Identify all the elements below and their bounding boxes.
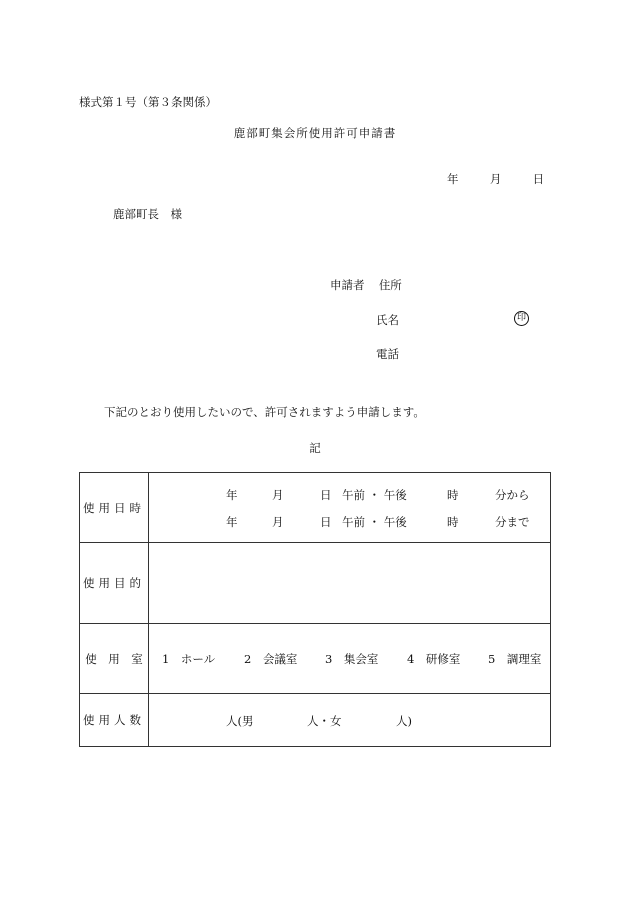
date-year-label: 年 — [447, 172, 459, 186]
applicant-address-row — [330, 277, 402, 293]
to-day: 日 — [320, 515, 332, 529]
purpose-field[interactable] — [149, 543, 551, 624]
purpose-row — [80, 543, 551, 624]
date-month-label: 月 — [489, 172, 502, 186]
people-female-unit: 人) — [396, 714, 412, 728]
people-field[interactable] — [149, 694, 551, 747]
ki-heading: 記 — [309, 441, 321, 455]
from-year: 年 — [226, 488, 238, 502]
room-row — [80, 624, 551, 694]
room-option-hall[interactable]: 1 ホール — [162, 652, 216, 666]
application-date — [447, 171, 544, 187]
to-ampm: 午前 ・ 午後 — [342, 515, 407, 529]
addressee: 鹿部町長 様 — [113, 207, 182, 221]
name-label: 氏名 — [376, 313, 399, 327]
datetime-row — [80, 473, 551, 543]
room-option-kitchen[interactable]: 5 調理室 — [488, 652, 542, 666]
request-statement: 下記のとおり使用したいので、許可されますよう申請します。 — [104, 405, 425, 419]
people-row — [80, 694, 551, 747]
purpose-label: 使用目的 — [80, 543, 149, 624]
phone-label: 電話 — [376, 347, 399, 361]
datetime-label: 使用日時 — [80, 473, 149, 543]
people-label: 使用人数 — [80, 694, 149, 747]
room-options — [149, 624, 551, 694]
from-day: 日 — [320, 488, 332, 502]
people-male-unit: 人・女 — [307, 714, 342, 728]
application-table — [79, 472, 551, 747]
to-minute: 分まで — [495, 515, 530, 529]
seal-mark: 印 — [514, 311, 529, 326]
room-label: 使 用 室 — [80, 624, 149, 694]
to-year: 年 — [226, 515, 238, 529]
room-option-assembly[interactable]: 3 集会室 — [325, 652, 379, 666]
to-month: 月 — [272, 515, 284, 529]
from-hour: 時 — [447, 488, 459, 502]
from-ampm: 午前 ・ 午後 — [342, 488, 407, 502]
from-month: 月 — [272, 488, 284, 502]
from-minute: 分から — [495, 488, 530, 502]
form-number: 様式第１号（第３条関係） — [79, 95, 217, 109]
people-total-unit: 人(男 — [226, 714, 254, 728]
applicant-label: 申請者 — [330, 278, 365, 292]
date-day-label: 日 — [532, 172, 545, 186]
room-option-training[interactable]: 4 研修室 — [407, 652, 461, 666]
document-title: 鹿部町集会所使用許可申請書 — [233, 126, 397, 140]
room-option-meeting[interactable]: 2 会議室 — [244, 652, 298, 666]
address-label: 住所 — [378, 278, 402, 292]
datetime-field[interactable] — [149, 473, 551, 543]
to-hour: 時 — [447, 515, 459, 529]
